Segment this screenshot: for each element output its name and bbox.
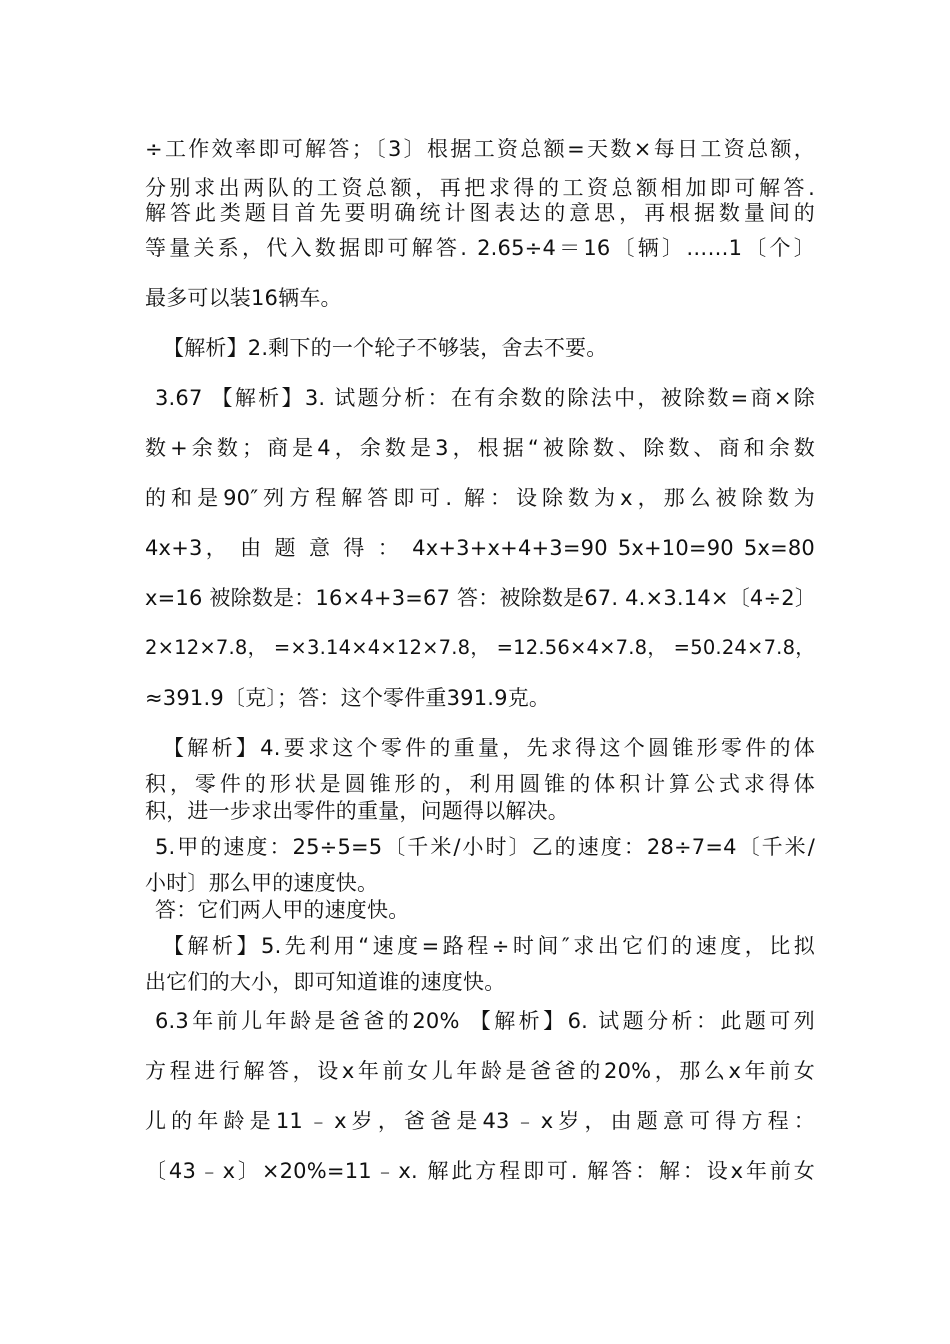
text-line: 分别求出两队的工资总额，再把求得的工资总额相加即可解答.	[145, 176, 815, 200]
text-line: ÷工作效率即可解答；〔3〕根据工资总额=天数×每日工资总额，	[145, 137, 815, 161]
text-line: 6.3年前儿年龄是爸爸的20% 【解析】6. 试题分析：此题可列	[155, 1009, 815, 1033]
text-line: 4x+3， 由 题 意 得 ： 4x+3+x+4+3=90 5x+10=90 5x=80	[145, 536, 815, 560]
text-line: 【解析】4.要求这个零件的重量，先求得这个圆锥形零件的体	[163, 736, 815, 760]
text-line: ≈391.9〔克〕；答：这个零件重391.9克。	[145, 686, 551, 710]
text-line: 【解析】5.先利用“速度=路程÷时间″求出它们的速度，比拟	[163, 934, 815, 958]
text-line: 解答此类题目首先要明确统计图表达的意思，再根据数量间的	[145, 201, 815, 225]
text-line: 等量关系，代入数据即可解答. 2.65÷4＝16〔辆〕……1〔个〕	[145, 236, 815, 260]
text-line: 方程进行解答，设x年前女儿年龄是爸爸的20%，那么x年前女	[145, 1059, 815, 1083]
text-line: 积，零件的形状是圆锥形的，利用圆锥的体积计算公式求得体	[145, 772, 815, 796]
text-line: 出它们的大小，即可知道谁的速度快。	[145, 970, 506, 994]
text-line: 5.甲的速度：25÷5=5〔千米/小时〕乙的速度：28÷7=4〔千米/	[155, 835, 815, 859]
text-line: 小时〕那么甲的速度快。	[145, 871, 379, 895]
text-line: 积，进一步求出零件的重量，问题得以解决。	[145, 799, 569, 823]
text-line: x=16 被除数是：16×4+3=67 答：被除数是67. 4.×3.14×〔4÷2〕	[145, 586, 817, 610]
text-line: 【解析】2.剩下的一个轮子不够装，舍去不要。	[163, 336, 608, 360]
text-line: 的和是90″列方程解答即可. 解：设除数为x，那么被除数为	[145, 486, 815, 510]
text-line: 2×12×7.8， =×3.14×4×12×7.8， =12.56×4×7.8， =50.24×7.8，	[145, 636, 815, 659]
text-line: 〔43﹣x〕×20%=11﹣x. 解此方程即可. 解答：解：设x年前女	[145, 1159, 815, 1183]
text-line: 儿的年龄是11﹣x岁，爸爸是43﹣x岁，由题意可得方程：	[145, 1109, 815, 1133]
text-line: 数+余数；商是4，余数是3，根据“被除数、除数、商和余数	[145, 436, 815, 460]
text-line: 3.67 【解析】3. 试题分析：在有余数的除法中，被除数=商×除	[155, 386, 815, 410]
text-line: 答：它们两人甲的速度快。	[155, 898, 410, 922]
text-line: 最多可以装16辆车。	[145, 286, 342, 310]
